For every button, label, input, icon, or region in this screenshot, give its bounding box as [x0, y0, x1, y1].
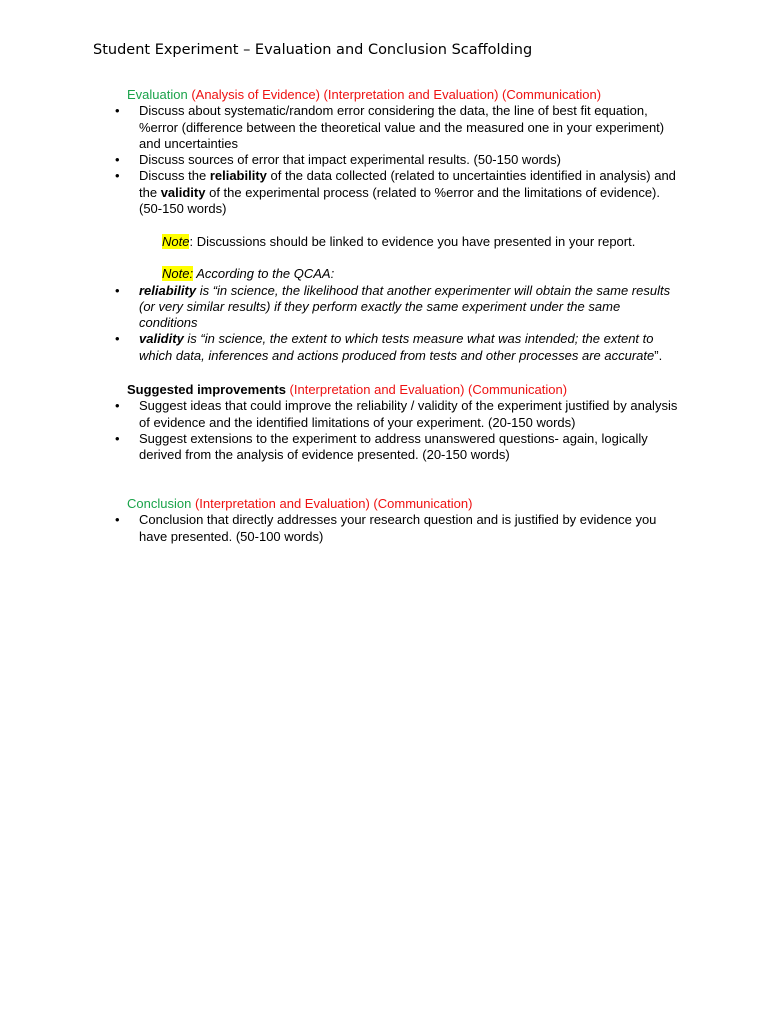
- bullet-glyph: •: [115, 398, 120, 414]
- evaluation-bullet-2: Discuss sources of error that impact experimental results. (50-150 words): [139, 152, 561, 168]
- list-item: [0, 431, 679, 464]
- evaluation-heading-label: Evaluation: [127, 87, 188, 102]
- evaluation-bullet-list: [0, 103, 768, 217]
- list-item: [0, 331, 679, 364]
- validity-term: validity: [139, 331, 184, 347]
- reliability-definition: is “in science, the likelihood that another experimenter will obtain the same results (or very similar results) if they perform exactly the same experiment under the same conditions: [139, 282, 671, 331]
- conclusion-heading-label: Conclusion: [127, 496, 192, 511]
- validity-keyword: validity: [160, 184, 206, 200]
- improvements-criteria: (Interpretation and Evaluation) (Communication): [285, 382, 568, 397]
- conclusion-section: [0, 496, 768, 545]
- evaluation-section: [0, 87, 768, 364]
- bullet-glyph: •: [115, 430, 120, 446]
- list-item: [0, 283, 679, 332]
- note-qcaa: [162, 266, 768, 282]
- definitions-bullet-list: [0, 283, 768, 364]
- note-qcaa-text: According to the QCAA:: [193, 266, 335, 282]
- improvements-bullet-list: [0, 398, 768, 463]
- evaluation-bullet-3-part-e: of the experimental process (related to %error and the limitations of evidence). (50-150 words): [139, 184, 660, 217]
- list-item: [0, 512, 679, 545]
- conclusion-heading: [127, 496, 768, 512]
- improvements-heading: [127, 382, 768, 398]
- validity-definition-close: ”.: [654, 347, 663, 363]
- improvements-bullet-2: Suggest extensions to the experiment to address unanswered questions- again, logically derived from the analysis of evidence presented. (20-150 words): [139, 430, 648, 463]
- reliability-keyword: reliability: [209, 168, 267, 184]
- evaluation-heading: [127, 87, 768, 103]
- list-item: [0, 103, 679, 152]
- list-item: [0, 168, 679, 217]
- conclusion-bullet-list: [0, 512, 768, 545]
- bullet-glyph: •: [115, 168, 120, 184]
- note-evidence-text: : Discussions should be linked to evidence you have presented in your report.: [189, 233, 636, 249]
- conclusion-criteria: (Interpretation and Evaluation) (Communication): [191, 496, 473, 511]
- note-evidence: [162, 234, 768, 250]
- bullet-glyph: •: [115, 331, 120, 347]
- improvements-bullet-1: Suggest ideas that could improve the reliability / validity of the experiment justified by analysis of evidence and the identified limitations of your experiment. (20-150 words): [139, 398, 678, 430]
- improvements-section: [0, 382, 768, 463]
- bullet-glyph: •: [115, 282, 120, 298]
- bullet-glyph: •: [115, 103, 120, 119]
- evaluation-bullet-1: Discuss about systematic/random error considering the data, the line of best fit equation, %error (difference between the theoretical value and the measured one in your experiment) and uncertainties: [139, 103, 665, 151]
- evaluation-criteria: (Analysis of Evidence) (Interpretation and Evaluation) (Communication): [187, 87, 602, 102]
- bullet-glyph: •: [115, 512, 120, 528]
- note-label-highlight: Note:: [162, 266, 194, 282]
- list-item: [0, 152, 679, 168]
- validity-definition: is “in science, the extent to which tests measure what was intended; the extent to which data, inferences and actions produced from tests and other processes are accurate: [139, 331, 655, 363]
- evaluation-bullet-3-part-c: of the data collected (related to uncertainties identified in analysis) and the: [139, 168, 676, 200]
- note-label-highlight: Note: [162, 233, 190, 249]
- bullet-glyph: •: [115, 152, 120, 168]
- conclusion-bullet-1: Conclusion that directly addresses your research question and is justified by evidence you have presented. (50-100 words): [139, 512, 657, 544]
- improvements-heading-label: Suggested improvements: [127, 382, 286, 397]
- evaluation-bullet-3-part-a: Discuss the: [139, 168, 210, 184]
- document-title: Student Experiment – Evaluation and Conclusion Scaffolding: [93, 42, 533, 58]
- reliability-term: reliability: [139, 282, 197, 298]
- list-item: [0, 398, 679, 431]
